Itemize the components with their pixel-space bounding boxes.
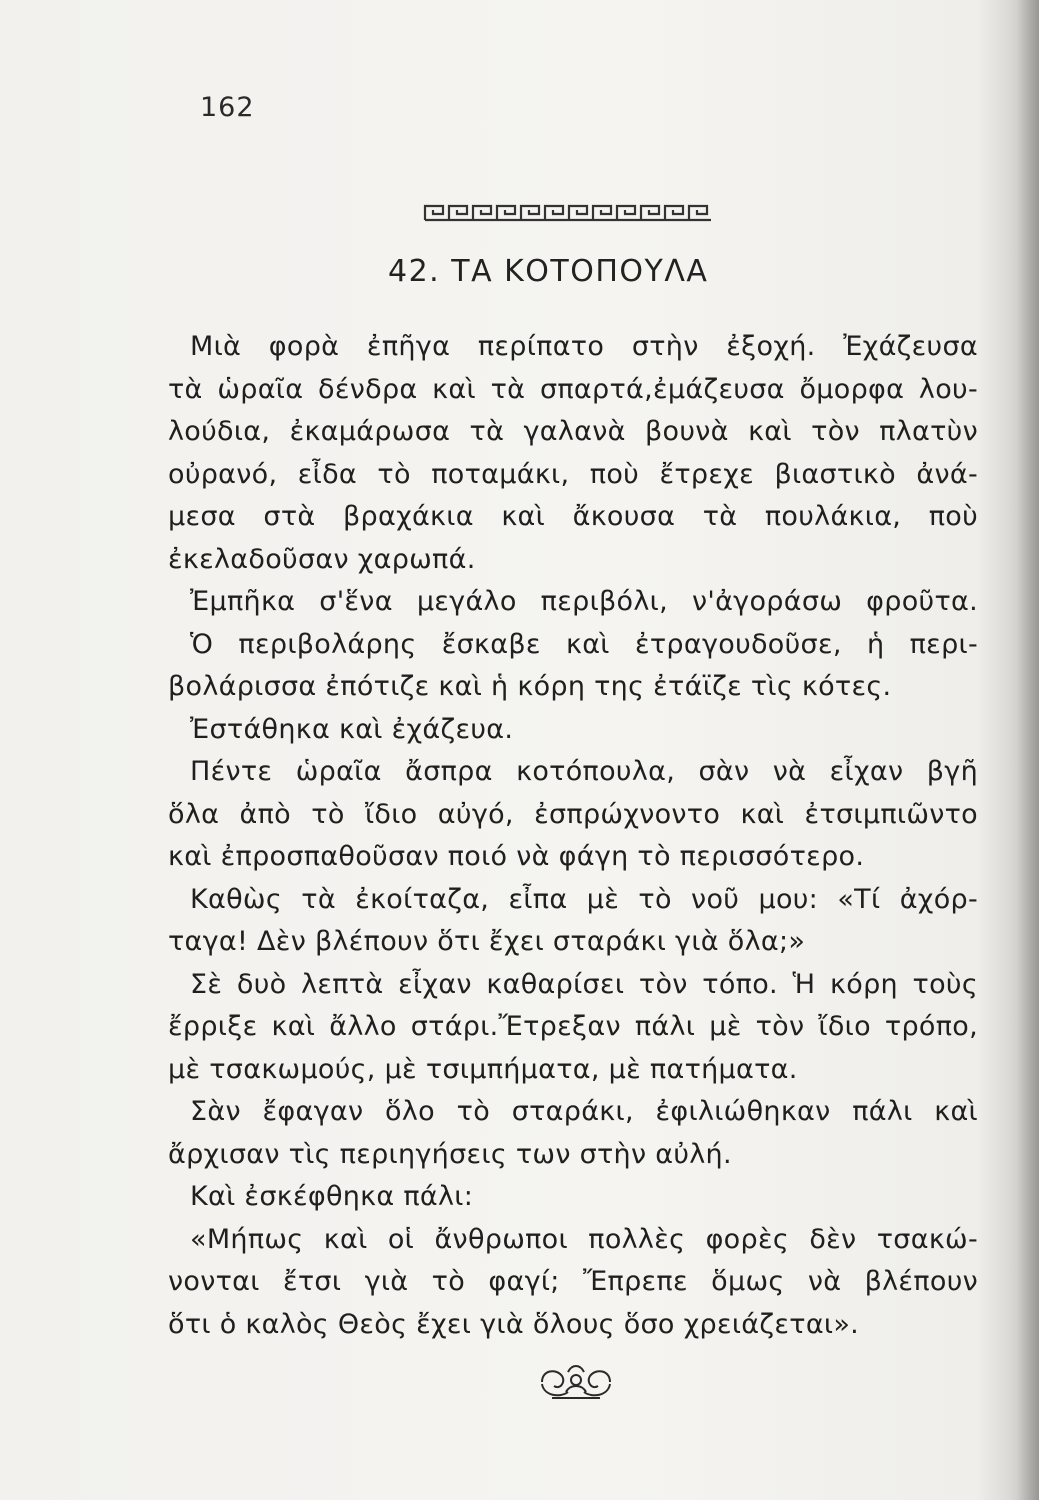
- text-line: «Μήπως καὶ οἱ ἄνθρωποι πολλὲς φορὲς δὲν τσακώ-: [190, 1223, 978, 1255]
- text-line: Ἐστάθηκα καὶ ἐχάζευα.: [190, 713, 514, 745]
- text-line: λούδια, ἐκαμάρωσα τὰ γαλανὰ βουνὰ καὶ τὸν πλατὺν: [168, 416, 978, 447]
- text-line: ἔρριξε καὶ ἄλλο στάρι.Ἔτρεξαν πάλι μὲ τὸν ἴδιο τρόπο,: [168, 1011, 978, 1042]
- text-line: τὰ ὡραῖα δένδρα καὶ τὰ σπαρτά,ἐμάζευσα ὄμορφα λου-: [168, 373, 978, 405]
- text-line: Πέντε ὡραῖα ἄσπρα κοτόπουλα, σὰν νὰ εἶχαν βγῆ: [190, 756, 978, 787]
- text-line: μεσα στὰ βραχάκια καὶ ἄκουσα τὰ πουλάκια, ποὺ: [168, 501, 978, 532]
- text-line: ὅτι ὁ καλὸς Θεὸς ἔχει γιὰ ὅλους ὅσο χρειάζεται».: [168, 1308, 860, 1340]
- text-line: μὲ τσακωμούς, μὲ τσιμπήματα, μὲ πατήματα.: [168, 1053, 798, 1085]
- text-line: καὶ ἐπροσπαθοῦσαν ποιό νὰ φάγη τὸ περισσότερο.: [168, 841, 865, 872]
- text-line: ὅλα ἀπὸ τὸ ἴδιο αὐγό, ἐσπρώχνοντο καὶ ἐτσιμπιῶντο: [168, 798, 978, 830]
- text-line: Καθὼς τὰ ἐκοίταζα, εἶπα μὲ τὸ νοῦ μου: «Τί ἀχόρ-: [190, 883, 978, 915]
- text-line: Σὰν ἔφαγαν ὅλο τὸ σταράκι, ἐφιλιώθηκαν πάλι καὶ: [190, 1096, 978, 1127]
- text-line: Μιὰ φορὰ ἐπῆγα περίπατο στὴν ἐξοχή. Ἐχάζευσα: [190, 331, 978, 362]
- text-line: Σὲ δυὸ λεπτὰ εἶχαν καθαρίσει τὸν τόπο. Ἡ κόρη τοὺς: [190, 968, 978, 1000]
- chapter-title: 42. ΤΑ ΚΟΤΟΠΟΥΛΑ: [388, 254, 709, 289]
- page-spine-shadow: [1017, 0, 1039, 1500]
- chapter-text: [168, 326, 978, 1346]
- text-line: οὐρανό, εἶδα τὸ ποταμάκι, ποὺ ἔτρεχε βιαστικὸ ἀνά-: [168, 458, 978, 490]
- text-line: Καὶ ἐσκέφθηκα πάλι:: [190, 1181, 474, 1212]
- floral-vignette-icon: [538, 1362, 614, 1402]
- text-line: Ἐμπῆκα σ'ἕνα μεγάλο περιβόλι, ν'ἀγοράσω φροῦτα.: [190, 586, 978, 617]
- text-line: βολάρισσα ἐπότιζε καὶ ἡ κόρη της ἐτάϊζε τὶς κότες.: [168, 671, 892, 702]
- greek-key-border-icon: [423, 200, 713, 224]
- text-line: ταγα! Δὲν βλέπουν ὅτι ἔχει σταράκι γιὰ ὅλα;»: [168, 926, 806, 957]
- page-number: 162: [200, 92, 255, 123]
- text-line: νονται ἔτσι γιὰ τὸ φαγί; Ἔπρεπε ὅμως νὰ βλέπουν: [168, 1266, 978, 1297]
- text-line: Ὁ περιβολάρης ἔσκαβε καὶ ἐτραγουδοῦσε, ἡ περι-: [190, 628, 978, 660]
- text-line: ἄρχισαν τὶς περιηγήσεις των στὴν αὐλή.: [168, 1138, 732, 1170]
- text-line: ἐκελαδοῦσαν χαρωπά.: [168, 543, 476, 575]
